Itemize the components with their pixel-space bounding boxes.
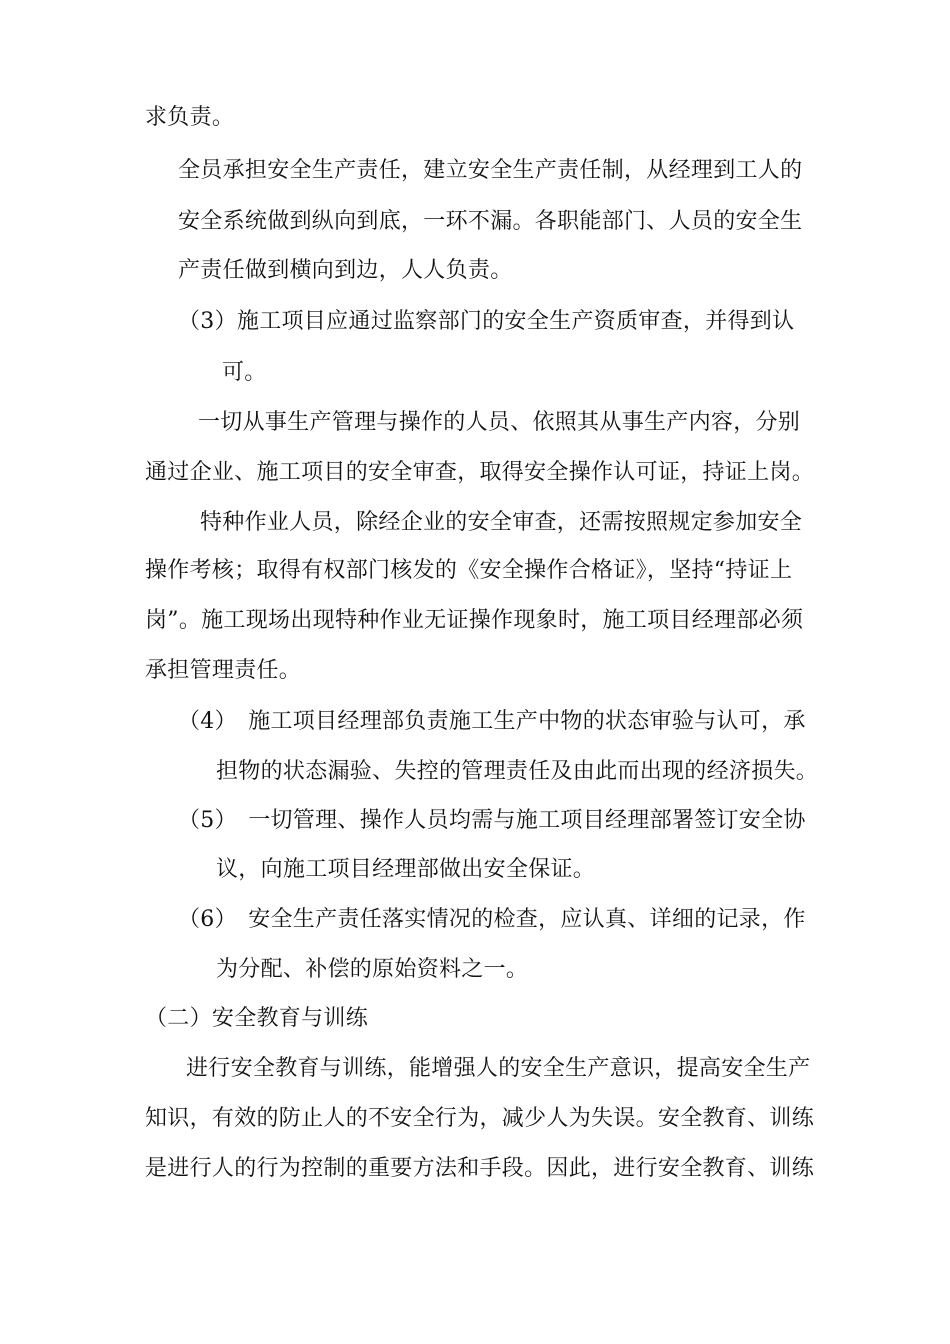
text-line: （5） 一切管理、操作人员均需与施工项目经理部署签订安全协 <box>178 808 806 833</box>
section-heading: （二）安全教育与训练 <box>145 1006 369 1031</box>
text-line: 担物的状态漏验、失控的管理责任及由此而出现的经济损失。 <box>216 759 819 784</box>
text-line: 一切从事生产管理与操作的人员、依照其从事生产内容，分别 <box>198 410 801 435</box>
text-line: 是进行人的行为控制的重要方法和手段。因此，进行安全教育、训练 <box>145 1156 815 1181</box>
text-line: 议，向施工项目经理部做出安全保证。 <box>216 857 596 882</box>
text-line: （4） 施工项目经理部负责施工生产中物的状态审验与认可，承 <box>178 709 806 734</box>
text-line: 全员承担安全生产责任，建立安全生产责任制，从经理到工人的 <box>178 158 803 183</box>
text-line: 求负责。 <box>145 105 235 130</box>
text-line: 知识，有效的防止人的不安全行为，减少人为失误。安全教育、训练 <box>145 1106 815 1131</box>
text-line: （3）施工项目应通过监察部门的安全生产资质审查，并得到认 <box>178 309 795 334</box>
text-line: 通过企业、施工项目的安全审查，取得安全操作认可证，持证上岗。 <box>145 460 815 485</box>
text-line: 进行安全教育与训练，能增强人的安全生产意识，提高安全生产 <box>186 1056 811 1081</box>
text-line: 岗”。施工现场出现特种作业无证操作现象时，施工项目经理部必须 <box>145 608 804 633</box>
text-line: 安全系统做到纵向到底，一环不漏。各职能部门、人员的安全生 <box>178 209 803 234</box>
text-line: 可。 <box>222 360 267 385</box>
text-line: 承担管理责任。 <box>145 658 302 683</box>
text-line: 操作考核；取得有权部门核发的《安全操作合格证》，坚持“持证上 <box>145 558 793 583</box>
text-line: 产责任做到横向到边，人人负责。 <box>178 258 513 283</box>
text-line: （6） 安全生产责任落实情况的检查，应认真、详细的记录，作 <box>178 907 806 932</box>
text-line: 特种作业人员，除经企业的安全审查，还需按照规定参加安全 <box>200 510 803 535</box>
text-line: 为分配、补偿的原始资料之一。 <box>216 957 529 982</box>
